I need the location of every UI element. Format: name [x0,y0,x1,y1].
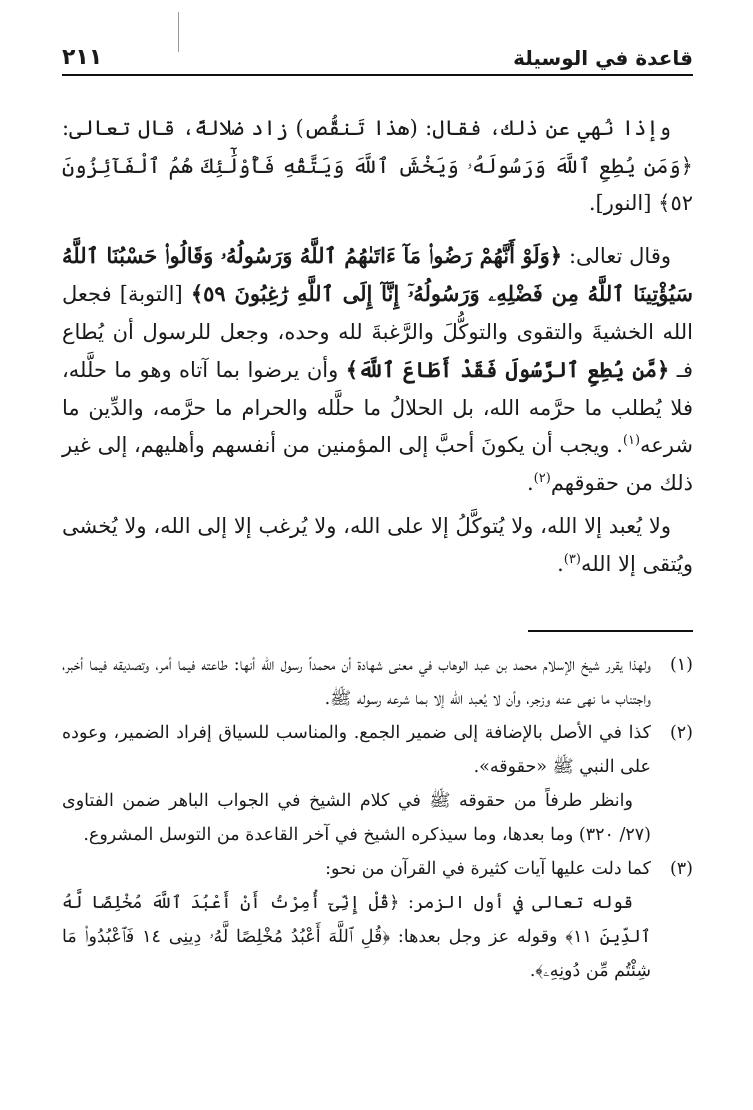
paragraph-3-text: ولا يُعبد إلا الله، ولا يُتوكَّلُ إلا على الله، ولا يُرغب إلا إلى الله، ولا يُخشى ويُتقى إلا الله [62,514,693,576]
footnote-3-text-1: كما دلت عليها آيات كثيرة في القرآن من نحو: [325,859,651,879]
page-number: ٢١١ [62,45,103,70]
footnote-ref-1[interactable]: (١) [622,433,641,448]
main-text [62,110,693,597]
footnote-3-number: (٣) [669,859,693,879]
paragraph-3 [62,508,693,583]
paragraph-2 [62,237,693,503]
paragraph-2-end: . [526,470,534,495]
paragraph-2-text-b: وأن يرضوا بما آتاه وهو ما حلَّله، فلا يُطلب ما حرَّمه الله، بل الحلالُ ما حلَّله والحرام ما حرَّمه، والدِّين ما شرعه [62,358,693,457]
paragraph-2-text-a: [التوبة] فجعل الله الخشيةَ والتقوى والتوكُّلَ والرَّغبةَ لله وحده، وجعل للرسول أن يُطاع فـ [62,282,693,382]
paragraph-2-intro: وقال تعالى: [562,243,671,268]
footnote-2-text-2: وانظر طرفاً من حقوقه ﷺ في كلام الشيخ في الجواب الباهر ضمن الفتاوى (٢٧/ ٣٢٠) وما بعدها، وما سيذكره الشيخ في آخر القاعدة من التوسل المشروع. [62,791,651,845]
footnote-ref-2[interactable]: (٢) [533,470,551,486]
footnote-2 [62,716,693,852]
quran-verse-nisa: ﴿مَّن يُطِعِ ٱلرَّسُولَ فَقَدْ أَطَاعَ ٱللَّهَ﴾ [345,357,670,382]
paragraph-2-text-c: . ويجب أن يكونَ أحبَّ إلى المؤمنين من أنفسهم وأهليهم، إلى غير ذلك من حقوقهم [61,433,693,495]
footnotes [62,648,693,988]
footnote-1-number: (١) [669,655,693,675]
footnote-3 [62,852,693,988]
footnote-2-number: (٢) [669,723,693,743]
footnote-ref-3[interactable]: (٣) [563,551,581,567]
page-header [62,46,693,76]
footnote-separator [528,630,693,632]
footnote-1 [62,648,693,716]
footnote-1-text: ولهذا يقرر شيخ الإسلام محمد بن عبد الوهاب في معنى شهادة أن محمداً رسول الله أنها: طاعته فيما أمر، وتصديقه فيما أخبر، واجتناب ما نهى عنه وزجر، وأن لا يُعبد الله إلا بما شرعه رسوله ﷺ. [62,655,651,709]
paragraph-3-end: . [557,551,564,576]
quran-verse-tawbah: ﴿وَلَوْ أَنَّهُمْ رَضُوا۟ مَآ ءَاتَىٰهُمُ ٱللَّهُ وَرَسُولُهُۥ وَقَالُوا۟ حَسْبُنَا ٱللَّهُ سَيُؤْتِينَا ٱللَّهُ مِن فَضْلِهِۦ وَرَسُولُهُۥٓ إِنَّآ إِلَى ٱللَّهِ رَٰغِبُونَ ٥٩﴾ [62,242,693,306]
paragraph-1: وإذا نُهي عن ذلك، فقال: (هذا تَنقُّص) زاد ضلالةً، قال تعالى: ﴿وَمَن يُطِعِ ٱللَّهَ وَرَسُولَهُۥ وَيَخْشَ ٱللَّهَ وَيَتَّقْهِ فَأُوْلَٰٓئِكَ هُمُ ٱلْفَآئِزُونَ ٥٢﴾ [النور]. [62,116,693,215]
running-title: قاعدة في الوسيلة [513,46,693,70]
footnote-2-text-1: كذا في الأصل بالإضافة إلى ضمير الجمع. والمناسب للسياق إفراد الضمير، وعوده على النبي ﷺ «حقوقه». [62,723,651,777]
footnote-3-text-2: قوله تعالى في أول الزمر: ﴿قُلْ إِنِّىٓ أُمِرْتُ أَنْ أَعْبُدَ ٱللَّهَ مُخْلِصًا لَّهُ ٱلدِّينَ ١١﴾ وقوله عز وجل بعدها: ﴿قُلِ ٱللَّهَ أَعْبُدُ مُخْلِصًا لَّهُۥ دِينِى ١٤ فَٱعْبُدُوا۟ مَا شِئْتُم مِّن دُونِهِۦ﴾. [62,893,651,981]
